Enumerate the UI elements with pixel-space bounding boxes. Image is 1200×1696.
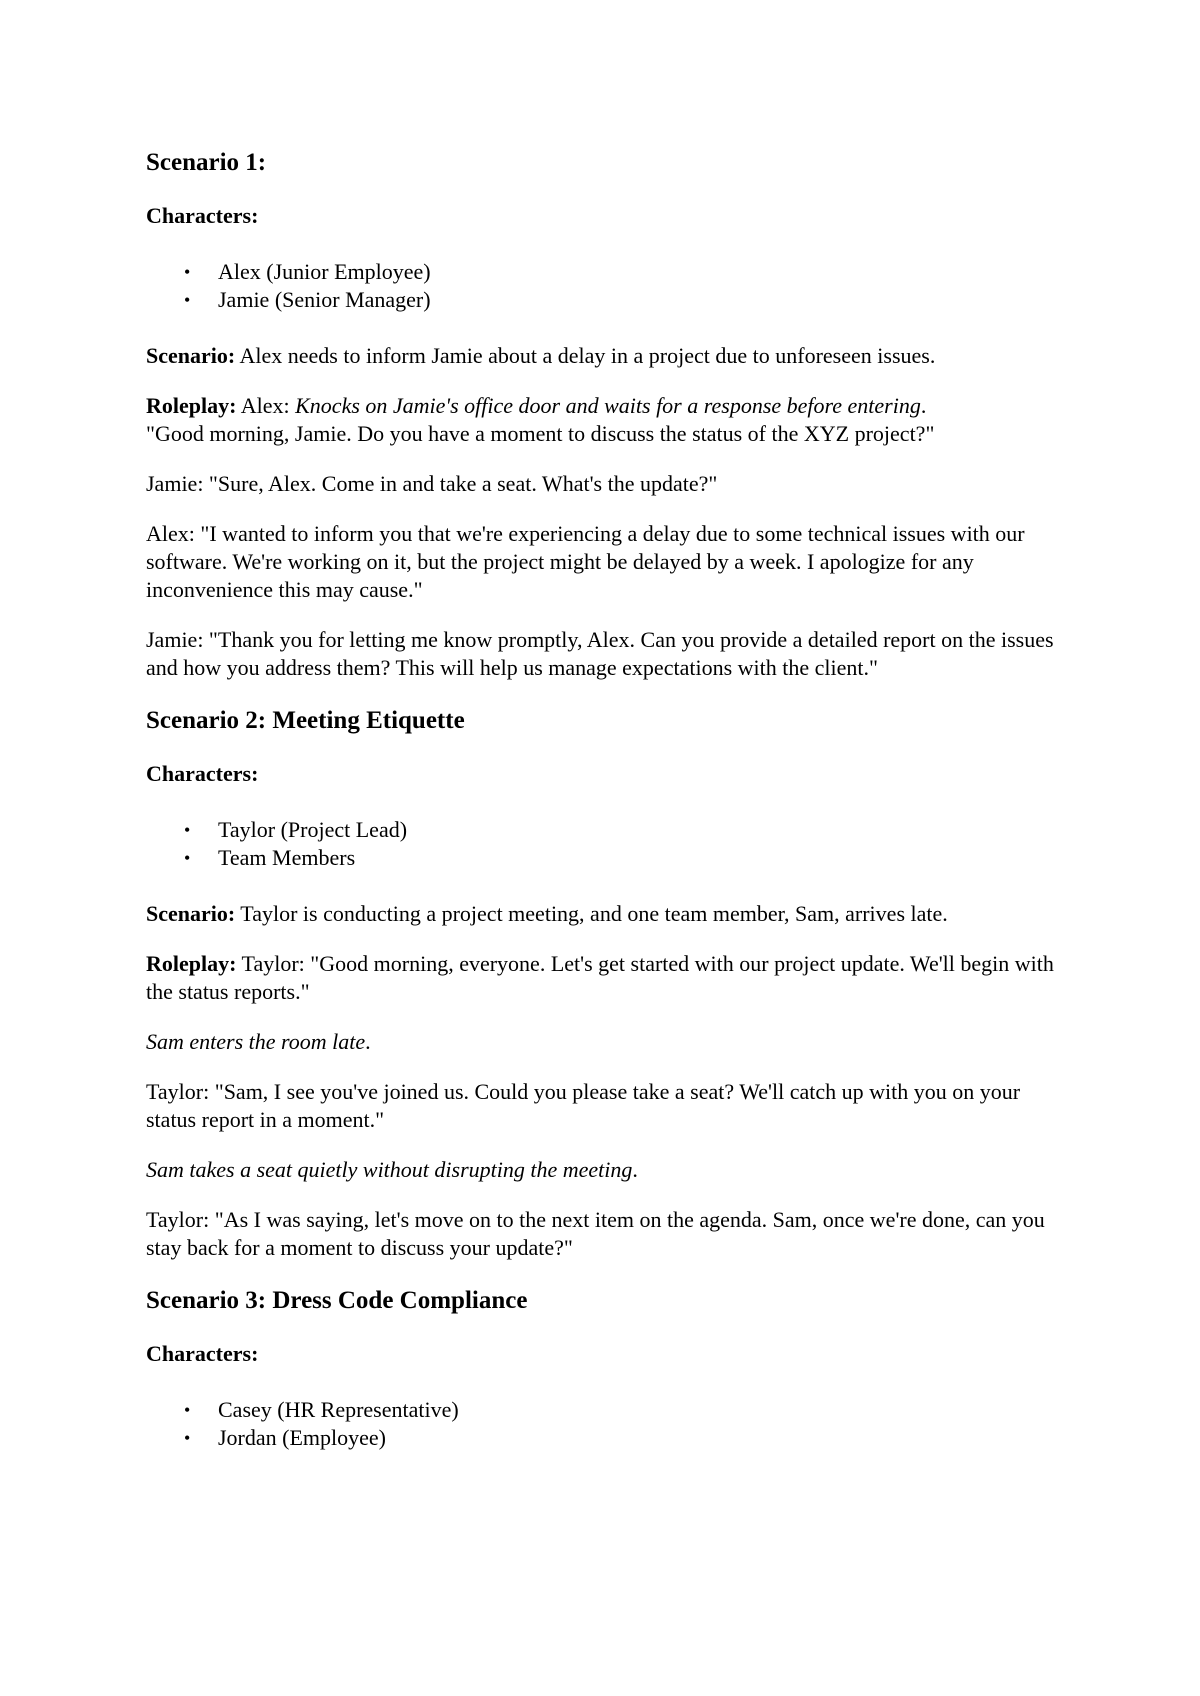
scenario-3-characters-label: Characters: [146, 1341, 259, 1366]
scenario-2-character-list [146, 816, 1066, 872]
list-item: • Alex (Junior Employee) [184, 259, 431, 284]
bullet-icon: • [184, 290, 191, 310]
bullet-icon: • [184, 262, 191, 282]
scenario-1-roleplay: Roleplay: Alex: Knocks on Jamie's office door and waits for a response before entering. [146, 393, 927, 418]
list-item: • Casey (HR Representative) [184, 1397, 459, 1422]
scenario-1-characters-label: Characters: [146, 203, 259, 228]
scenario-2-title: Scenario 2: Meeting Etiquette [146, 707, 465, 734]
document-body [146, 146, 1066, 1452]
scenario-2-line-2: Taylor: "As I was saying, let's move on to the next item on the agenda. Sam, once we're done, can you stay back for a moment to discuss your update?" [146, 1207, 1045, 1260]
scenario-1-line-1: "Good morning, Jamie. Do you have a moment to discuss the status of the XYZ project?" [146, 421, 935, 446]
scenario-3-title: Scenario 3: Dress Code Compliance [146, 1287, 528, 1314]
scenario-2-action-2: Sam takes a seat quietly without disrupting the meeting. [146, 1157, 638, 1182]
scenario-2 [146, 704, 1066, 1262]
scenario-1 [146, 146, 1066, 682]
scenario-2-characters-label: Characters: [146, 761, 259, 786]
scenario-1-line-2: Jamie: "Sure, Alex. Come in and take a seat. What's the update?" [146, 471, 718, 496]
scenario-1-line-3: Alex: "I wanted to inform you that we're experiencing a delay due to some technical issues with our software. We're working on it, but the project might be delayed by a week. I apologize for any inconvenience this may cause." [146, 521, 1025, 602]
bullet-icon: • [184, 848, 191, 868]
scenario-1-character-list [146, 258, 1066, 314]
scenario-3-character-list [146, 1396, 1066, 1452]
scenario-1-line-4: Jamie: "Thank you for letting me know promptly, Alex. Can you provide a detailed report on the issues and how you address them? This will help us manage expectations with the client." [146, 627, 1054, 680]
scenario-3 [146, 1284, 1066, 1452]
bullet-icon: • [184, 1400, 191, 1420]
list-item: • Taylor (Project Lead) [184, 817, 408, 842]
list-item: • Jamie (Senior Manager) [184, 287, 431, 312]
bullet-icon: • [184, 1428, 191, 1448]
list-item: • Jordan (Employee) [184, 1425, 386, 1450]
scenario-2-line-1: Taylor: "Sam, I see you've joined us. Could you please take a seat? We'll catch up with you on your status report in a moment." [146, 1079, 1021, 1132]
scenario-2-action-1: Sam enters the room late. [146, 1029, 371, 1054]
scenario-2-description: Scenario: Taylor is conducting a project meeting, and one team member, Sam, arrives late. [146, 901, 948, 926]
list-item: • Team Members [184, 845, 356, 870]
bullet-icon: • [184, 820, 191, 840]
scenario-1-description: Scenario: Alex needs to inform Jamie about a delay in a project due to unforeseen issues. [146, 343, 936, 368]
scenario-1-title: Scenario 1: [146, 149, 267, 176]
scenario-2-roleplay: Roleplay: Taylor: "Good morning, everyone. Let's get started with our project update. We'll begin with the status reports." [146, 951, 1054, 1004]
